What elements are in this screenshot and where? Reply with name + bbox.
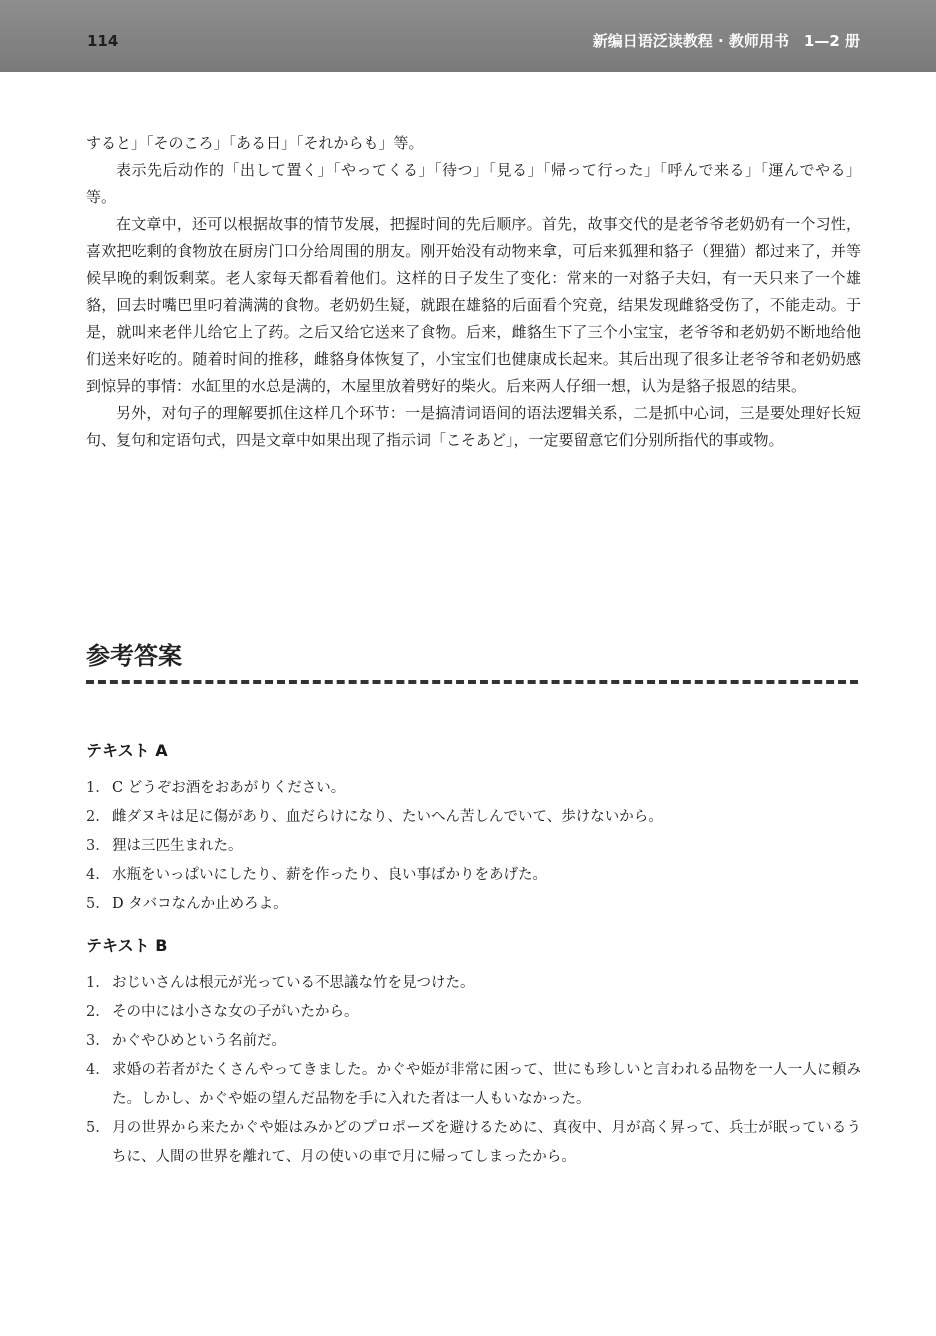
list-item (86, 969, 861, 998)
text-b-answers (86, 969, 861, 1172)
list-item (86, 998, 861, 1027)
item-number: 4. (86, 867, 100, 883)
paragraph: 表示先后动作的「出して置く」「やってくる」「待つ」「見る」「帰って行った」「呼んで来る」「運んでやる」等。 (86, 161, 861, 206)
item-number: 1. (86, 780, 100, 796)
list-item (86, 774, 861, 803)
paragraph: 另外，对句子的理解要抓住这样几个环节：一是搞清词语间的语法逻辑关系，二是抓中心词，三是要处理好长短句、复句和定语句式，四是文章中如果出现了指示词「こそあど」，一定要留意它们分别所指代的事或物。 (86, 404, 861, 449)
page-number: 114 (87, 32, 119, 50)
list-item (86, 890, 861, 919)
item-text: 水瓶をいっぱいにしたり、薪を作ったり、良い事ばかりをあげた。 (112, 867, 547, 883)
paragraph: すると」「そのころ」「ある日」「それからも」等。 (86, 134, 424, 152)
item-text: 雌ダヌキは足に傷があり、血だらけになり、たいへん苦しんでいて、歩けないから。 (112, 809, 663, 825)
item-text: その中には小さな女の子がいたから。 (112, 1004, 359, 1020)
item-number: 5. (86, 1120, 100, 1136)
list-item (86, 832, 861, 861)
item-text: 求婚の若者がたくさんやってきました。かぐや姫が非常に困って、世にも珍しいと言われる品物を一人一人に頼みた。しかし、かぐや姫の望んだ品物を手に入れた者は一人もいなかった。 (112, 1062, 861, 1107)
page-header (0, 0, 936, 72)
item-number: 2. (86, 809, 100, 825)
text-b-heading: テキスト B (86, 936, 168, 955)
item-number: 3. (86, 838, 100, 854)
item-text: おじいさんは根元が光っている不思議な竹を見つけた。 (112, 975, 475, 991)
item-text: かぐやひめという名前だ。 (112, 1033, 286, 1049)
section-title: 参考答案 (86, 642, 182, 670)
running-title: 新编日语泛读教程 · 教师用书 1—2 册 (592, 32, 860, 50)
item-text: D タバコなんか止めろよ。 (112, 896, 288, 912)
list-item (86, 1027, 861, 1056)
list-item (86, 1056, 861, 1114)
item-text: C どうぞお酒をおあがりください。 (112, 780, 346, 796)
list-item (86, 803, 861, 832)
list-item (86, 1114, 861, 1172)
item-number: 4. (86, 1062, 100, 1078)
item-text: 月の世界から来たかぐや姫はみかどのプロポーズを避けるために、真夜中、月が高く昇って、兵士が眠っているうちに、人間の世界を離れて、月の使いの車で月に帰ってしまったから。 (112, 1120, 861, 1165)
dashed-divider (86, 680, 858, 684)
text-a-answers (86, 774, 861, 919)
item-number: 3. (86, 1033, 100, 1049)
text-a-heading: テキスト A (86, 741, 168, 760)
item-number: 1. (86, 975, 100, 991)
item-number: 2. (86, 1004, 100, 1020)
paragraph: 在文章中，还可以根据故事的情节发展，把握时间的先后顺序。首先，故事交代的是老爷爷老奶奶有一个习性，喜欢把吃剩的食物放在厨房门口分给周围的朋友。刚开始没有动物来拿，可后来狐狸和貉子（狸猫）都过来了，并等候早晚的剩饭剩菜。老人家每天都看着他们。这样的日子发生了变化：常来的一对貉子夫妇，有一天只来了一个雄貉，回去时嘴巴里叼着满满的食物。老奶奶生疑，就跟在雄貉的后面看个究竟，结果发现雌貉受伤了，不能走动。于是，就叫来老伴儿给它上了药。之后又给它送来了食物。后来，雌貉生下了三个小宝宝，老爷爷和老奶奶不断地给他们送来好吃的。随着时间的推移，雌貉身体恢复了，小宝宝们也健康成长起来。其后出现了很多让老爷爷和老奶奶感到惊异的事情：水缸里的水总是满的，木屋里放着劈好的柴火。后来两人仔细一想，认为是貉子报恩的结果。 (86, 215, 861, 395)
list-item (86, 861, 861, 890)
answer-key (86, 736, 861, 1184)
item-text: 狸は三匹生まれた。 (112, 838, 243, 854)
item-number: 5. (86, 896, 100, 912)
body-text (86, 130, 861, 454)
